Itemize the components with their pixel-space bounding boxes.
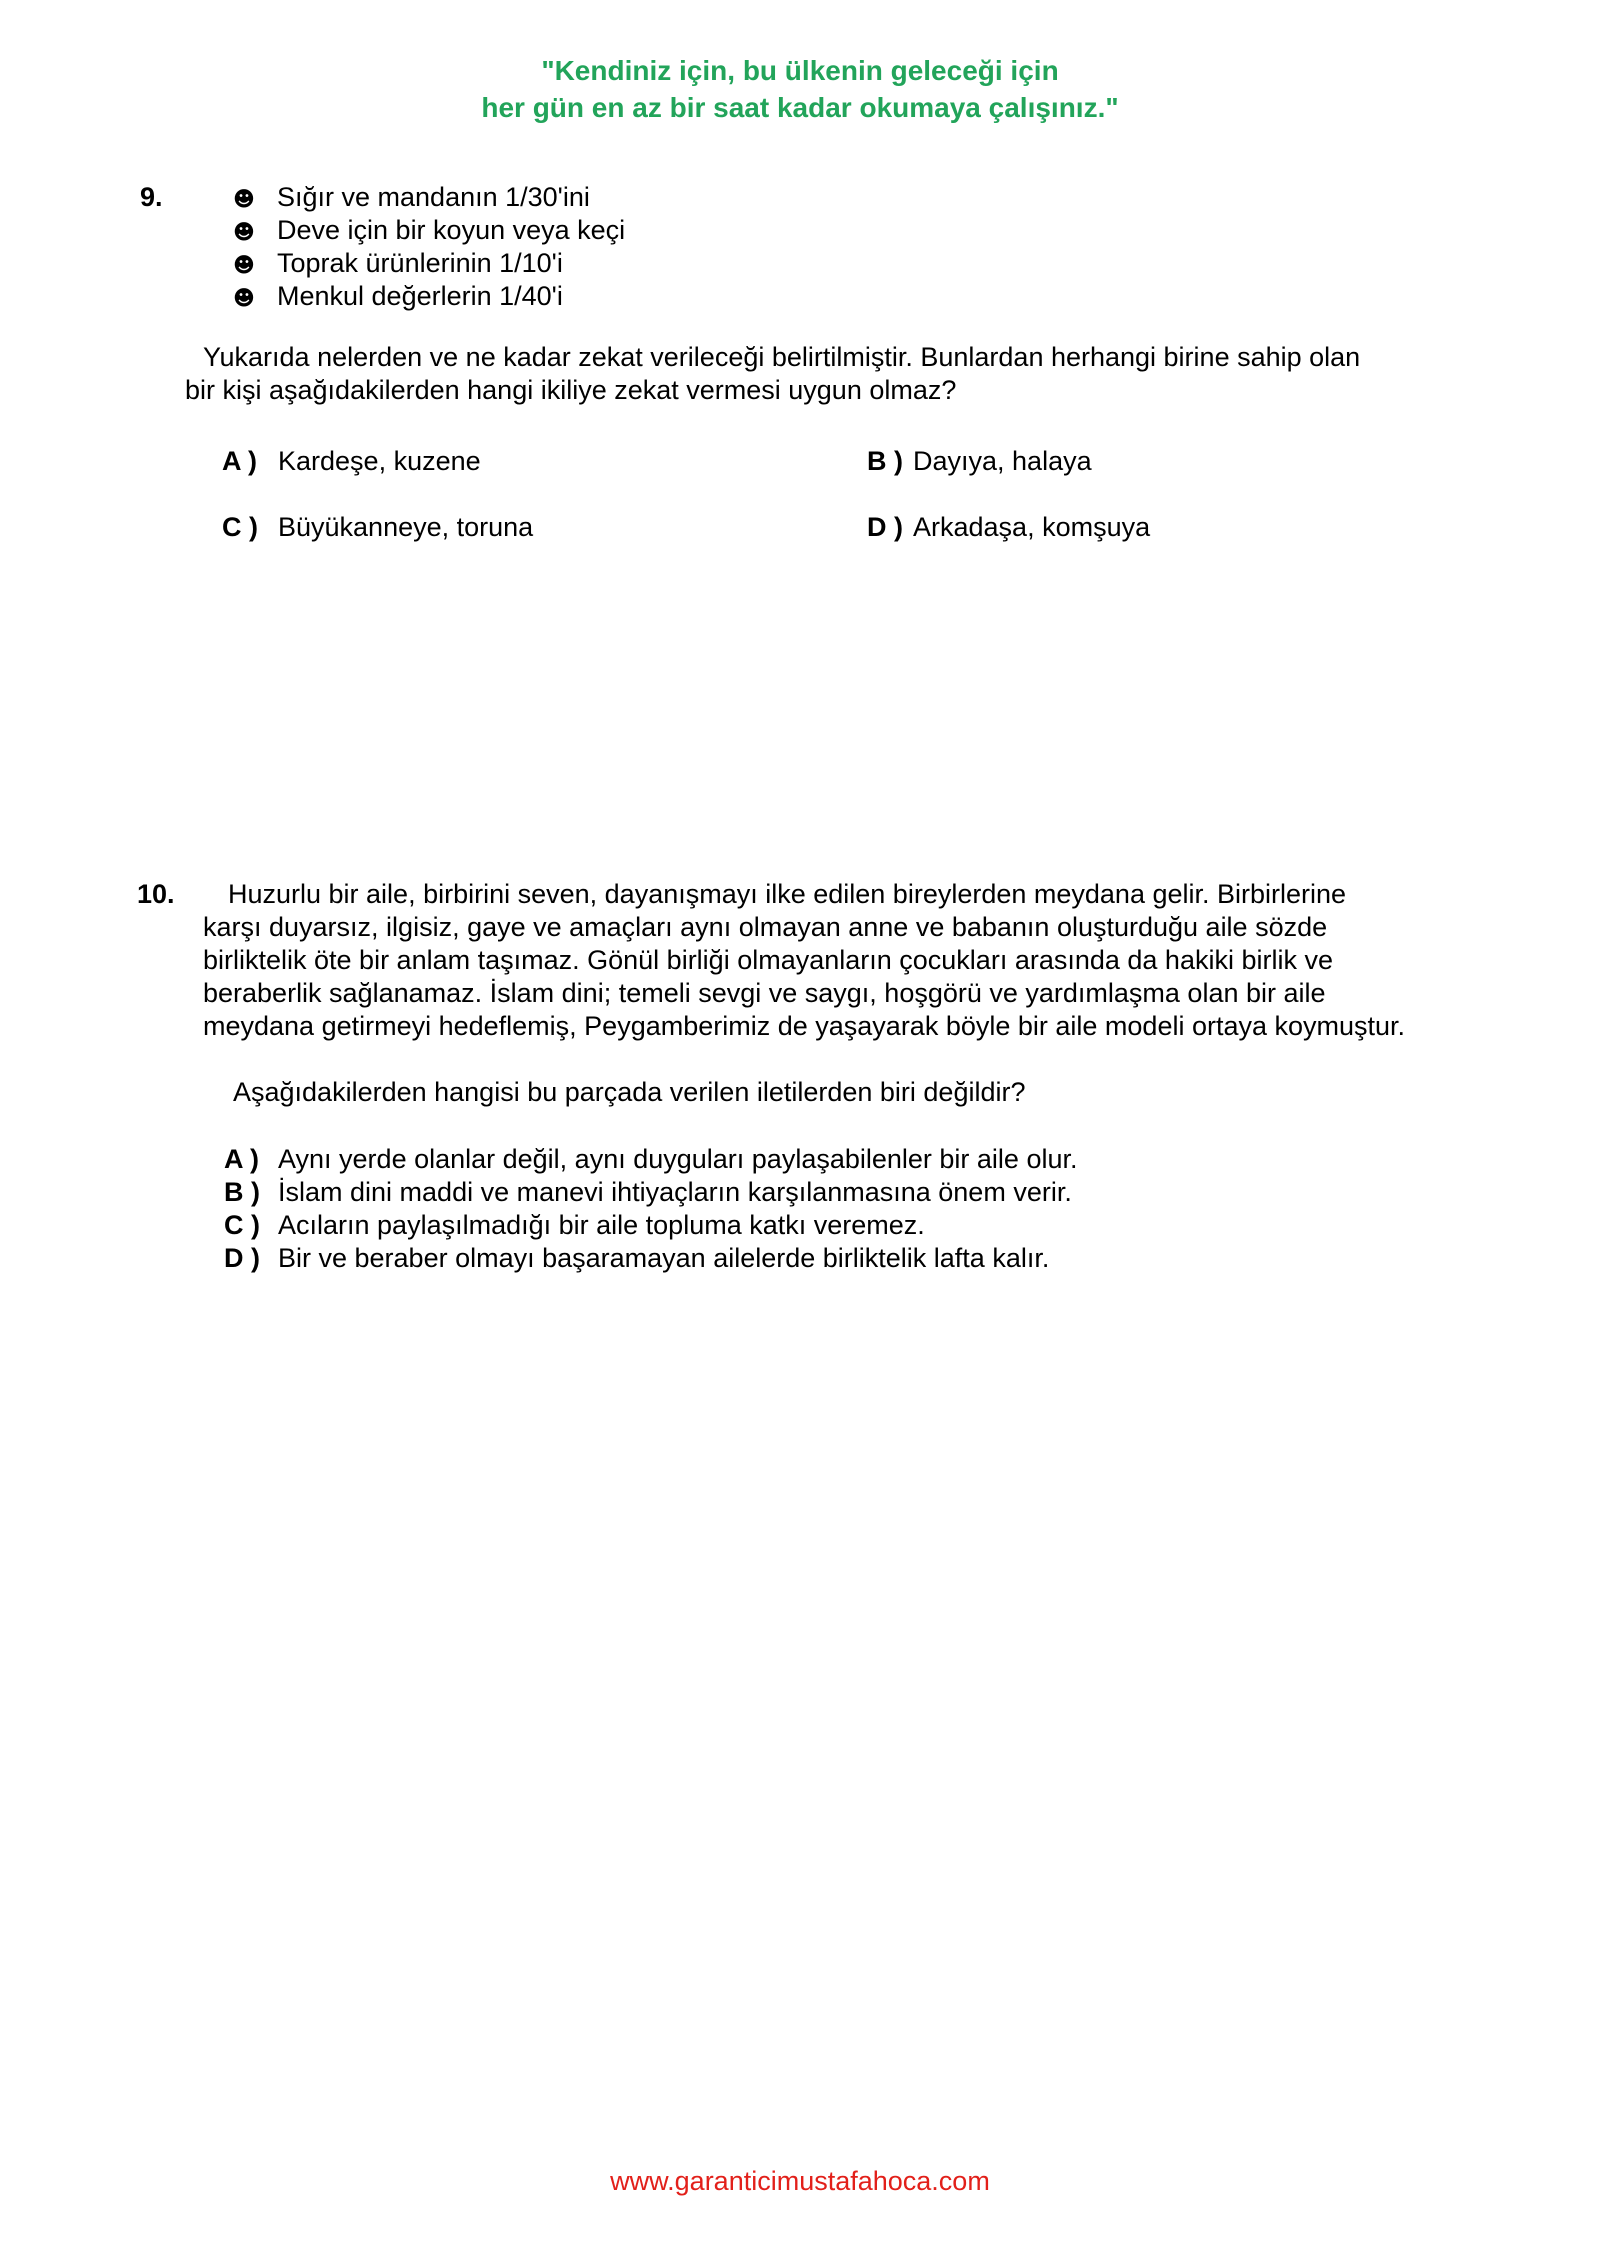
bullet-item [233,214,625,247]
option-c [224,1209,925,1242]
option-c-text: Acıların paylaşılmadığı bir aile topluma katkı veremez. [278,1210,925,1240]
question-10-number: 10. [137,879,175,909]
bullet-item [233,247,625,280]
option-b [224,1176,1072,1209]
bullet-item [233,181,625,214]
option-d-text: Arkadaşa, komşuya [913,512,1151,542]
option-c-label: C ) [224,1210,260,1240]
header-quote [0,52,1600,126]
smiley-bullet-icon: ☻ [233,286,255,310]
option-c-label: C ) [222,512,258,542]
header-quote-line-1: "Kendiniz için, bu ülkenin geleceği için [541,55,1059,86]
option-d-label: D ) [224,1243,260,1273]
smiley-bullet-icon: ☻ [233,253,255,277]
question-10-paragraph-line: beraberlik sağlanamaz. İslam dini; temeli sevgi ve saygı, hoşgörü ve yardımlaşma olan bir aile [203,978,1326,1008]
footer-url-link[interactable]: www.garanticimustafahoca.com [610,2166,990,2196]
option-a-label: A ) [222,446,257,476]
option-a [222,445,481,478]
question-10-paragraph-line: birliktelik öte bir anlam taşımaz. Gönül birliği olmayanların çocukları arasında da hakiki birlik ve [203,945,1333,975]
option-b-text: Dayıya, halaya [913,446,1092,476]
option-a-text: Kardeşe, kuzene [278,446,481,476]
bullet-item [233,280,625,313]
option-c [222,511,533,544]
bullet-text: Deve için bir koyun veya keçi [277,215,626,245]
bullet-text: Toprak ürünlerinin 1/10'i [277,248,563,278]
question-10-text: Aşağıdakilerden hangisi bu parçada verilen iletilerden biri değildir? [233,1077,1026,1107]
header-quote-line-2: her gün en az bir saat kadar okumaya çalışınız." [481,92,1119,123]
question-10-paragraph-line: karşı duyarsız, ilgisiz, gaye ve amaçları aynı olmayan anne ve babanın oluşturduğu aile sözde [203,912,1328,942]
option-d-label: D ) [867,512,903,542]
question-9-bullet-list [233,181,625,313]
question-10-paragraph-line: Huzurlu bir aile, birbirini seven, dayanışmayı ilke edilen bireylerden meydana gelir. Birbirlerine [228,879,1347,909]
smiley-bullet-icon: ☻ [233,187,255,211]
option-d [867,511,1150,544]
option-c-text: Büyükanneye, toruna [278,512,534,542]
question-10-paragraph-line: meydana getirmeyi hedeflemiş, Peygamberimiz de yaşayarak böyle bir aile modeli ortaya koymuştur. [203,1011,1406,1041]
smiley-bullet-icon: ☻ [233,220,255,244]
bullet-text: Menkul değerlerin 1/40'i [277,281,563,311]
question-9-number: 9. [140,182,163,212]
option-b [867,445,1092,478]
option-d-text: Bir ve beraber olmayı başaramayan ailelerde birliktelik lafta kalır. [278,1243,1050,1273]
option-a-label: A ) [224,1144,259,1174]
page-footer [0,2165,1600,2198]
question-9-text-line: bir kişi aşağıdakilerden hangi ikiliye zekat vermesi uygun olmaz? [185,375,957,405]
question-10-paragraph [203,878,1405,1043]
bullet-text: Sığır ve mandanın 1/30'ini [277,182,590,212]
option-d [224,1242,1049,1275]
option-a-text: Aynı yerde olanlar değil, aynı duyguları paylaşabilenler bir aile olur. [278,1144,1078,1174]
option-a [224,1143,1077,1176]
option-b-label: B ) [224,1177,260,1207]
question-9-text [185,341,1360,407]
question-9-text-line: Yukarıda nelerden ve ne kadar zekat verileceği belirtilmiştir. Bunlardan herhangi birine sahip olan [203,342,1361,372]
option-b-text: İslam dini maddi ve manevi ihtiyaçların karşılanmasına önem verir. [278,1177,1072,1207]
option-b-label: B ) [867,446,903,476]
